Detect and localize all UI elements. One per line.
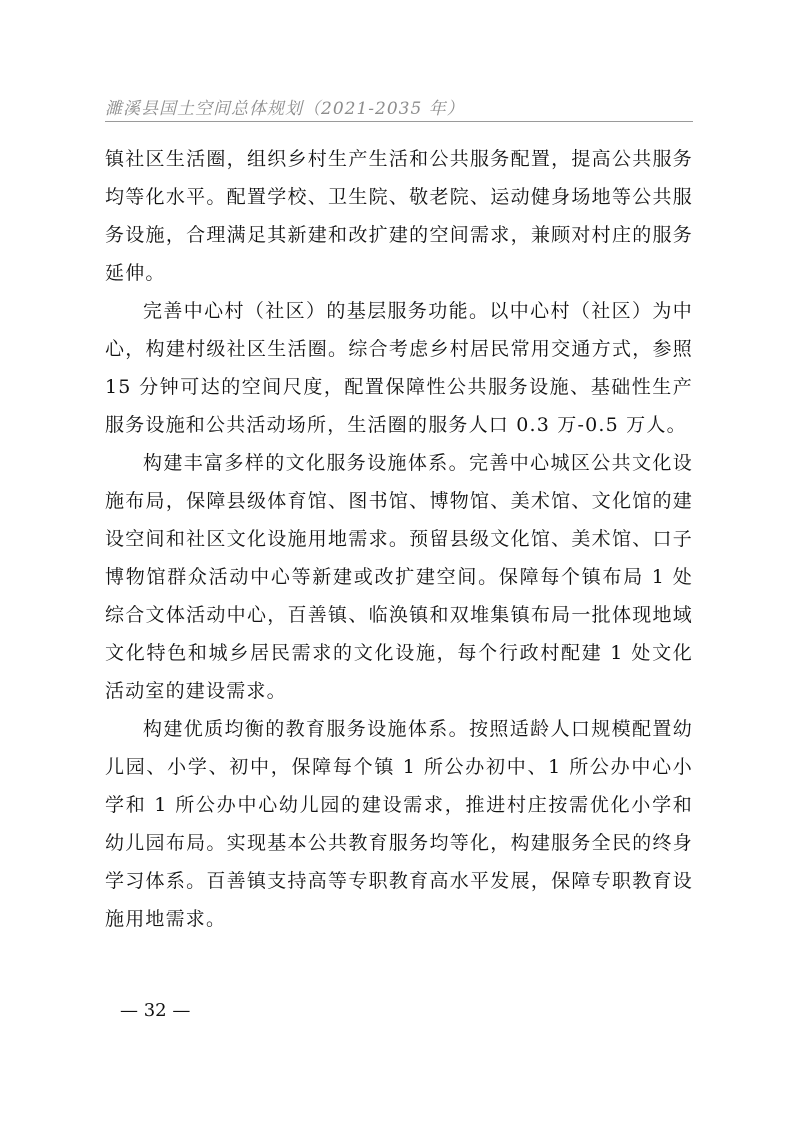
paragraph-cultural-facilities: 构建丰富多样的文化服务设施体系。完善中心城区公共文化设施布局，保障县级体育馆、图书馆、博物馆、美术馆、文化馆的建设空间和社区文化设施用地需求。预留县级文化馆、美术馆、口子博物馆群众活动中心等新建或改扩建空间。保障每个镇布局 1 处综合文体活动中心，百善镇、临涣镇和双堆集镇布局一批体现地域文化特色和城乡居民需求的文化设施，每个行政村配建 1 处文化活动室的建设需求。 — [105, 452, 693, 702]
header-divider — [105, 121, 693, 122]
page-number: — 32 — — [120, 1000, 191, 1021]
paragraph-central-village: 完善中心村（社区）的基层服务功能。以中心村（社区）为中心，构建村级社区生活圈。综合考虑乡村居民常用交通方式，参照 15 分钟可达的空间尺度，配置保障性公共服务设施、基础性生产服务设施和公共活动场所，生活圈的服务人口 0.3 万-0.5 万人。 — [105, 300, 693, 436]
body-text — [105, 140, 693, 938]
header-title: 濉溪县国土空间总体规划（2021-2035 年） — [105, 99, 465, 119]
paragraph-education-facilities: 构建优质均衡的教育服务设施体系。按照适龄人口规模配置幼儿园、小学、初中，保障每个镇 1 所公办初中、1 所公办中心小学和 1 所公办中心幼儿园的建设需求，推进村庄按需优化小学和幼儿园布局。实现基本公共教育服务均等化，构建服务全民的终身学习体系。百善镇支持高等专职教育高水平发展，保障专职教育设施用地需求。 — [105, 718, 693, 930]
running-header — [105, 94, 693, 122]
paragraph-continued: 镇社区生活圈，组织乡村生产生活和公共服务配置，提高公共服务均等化水平。配置学校、卫生院、敬老院、运动健身场地等公共服务设施，合理满足其新建和改扩建的空间需求，兼顾对村庄的服务延伸。 — [105, 148, 693, 284]
